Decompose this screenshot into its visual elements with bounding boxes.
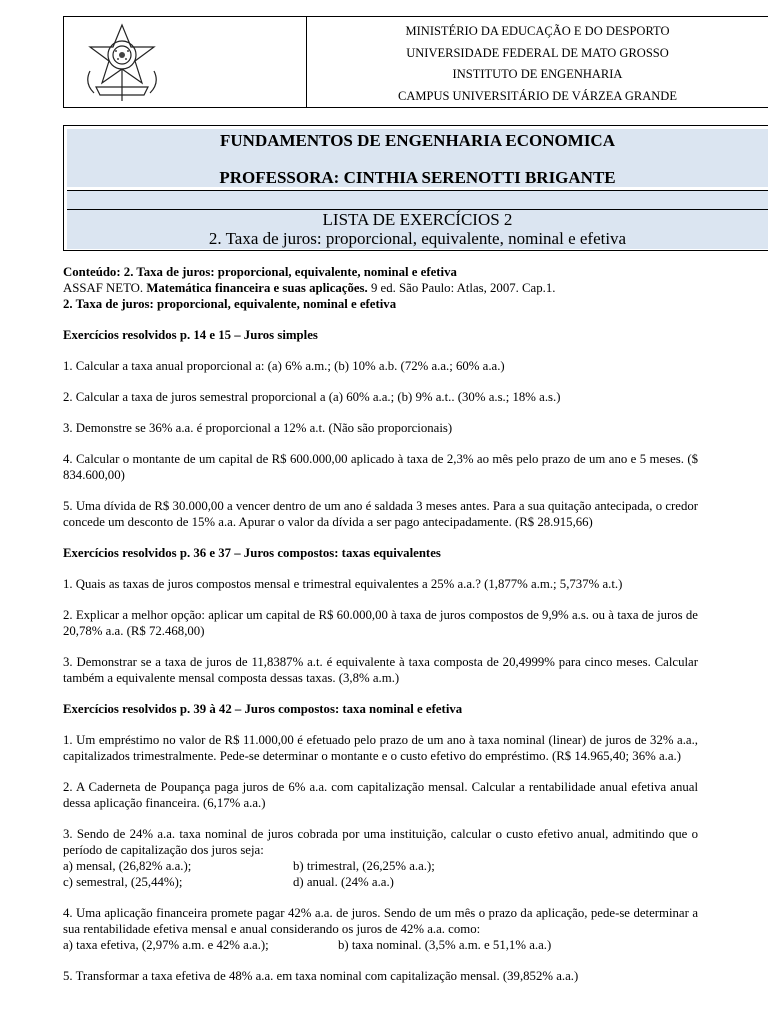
option-b: b) taxa nominal. (3,5% a.m. e 51,1% a.a.) [338, 938, 552, 952]
reference-line [63, 280, 698, 296]
list-title: LISTA DE EXERCÍCIOS 2 [322, 210, 513, 229]
institution-lines [306, 17, 768, 111]
separator-band [67, 190, 768, 210]
reference-rest: 9 ed. São Paulo: Atlas, 2007. Cap.1. [367, 281, 556, 295]
chapter-line: 2. Taxa de juros: proporcional, equivalente, nominal e efetiva [63, 297, 397, 311]
exercise-item: 1. Quais as taxas de juros compostos mensal e trimestral equivalentes a 25% a.a.? (1,877% a.m.; 5,737% a.t.) [63, 577, 623, 591]
reference-author: ASSAF NETO. [63, 281, 147, 295]
brazil-coat-of-arms-icon [76, 21, 168, 105]
exercise-item: 1. Calcular a taxa anual proporcional a: (a) 6% a.m.; (b) 10% a.b. (72% a.a.; 60% a.a.) [63, 359, 505, 373]
exercise-item: 2. Explicar a melhor opção: aplicar um capital de R$ 60.000,00 à taxa de juros compostos de 9,9% a.s. ou à taxa de juros de 20,78% a.a. (R$ 72.468,00) [63, 608, 698, 638]
exercise-item: 4. Uma aplicação financeira promete pagar 42% a.a. de juros. Sendo de um mês o prazo da aplicação, pede-se determinar a sua rentabilidade efetiva mensal e anual considerando os juros de 42% a.a. como: [63, 906, 698, 936]
options-row [63, 858, 698, 874]
course-title-box [63, 125, 768, 251]
university-line: UNIVERSIDADE FEDERAL DE MATO GROSSO [406, 45, 669, 60]
options-row [63, 937, 698, 953]
document-body [63, 264, 698, 984]
exercise-item: 4. Calcular o montante de um capital de R$ 600.000,00 aplicado à taxa de 2,3% ao mês pelo prazo de um ano e 5 meses. ($ 834.600,00) [63, 452, 698, 482]
ministry-line: MINISTÉRIO DA EDUCAÇÃO E DO DESPORTO [405, 24, 670, 38]
professor-name: PROFESSORA: CINTHIA SERENOTTI BRIGANTE [219, 168, 616, 187]
option-b: b) trimestral, (26,25% a.a.); [293, 859, 435, 873]
exercise-item: 2. A Caderneta de Poupança paga juros de 6% a.a. com capitalização mensal. Calcular a rentabilidade anual efetiva anual dessa aplicação financeira. (6,17% a.a.) [63, 780, 698, 810]
exercise-item: 2. Calcular a taxa de juros semestral proporcional a (a) 60% a.a.; (b) 9% a.t.. (30% a.s.; 18% a.s.) [63, 390, 561, 404]
section2-heading: Exercícios resolvidos p. 36 e 37 – Juros compostos: taxas equivalentes [63, 546, 441, 560]
campus-line: CAMPUS UNIVERSITÁRIO DE VÁRZEA GRANDE [398, 88, 677, 103]
section3-heading: Exercícios resolvidos p. 39 à 42 – Juros compostos: taxa nominal e efetiva [63, 702, 463, 716]
course-band [67, 129, 768, 187]
exercise-item: 3. Demonstrar se a taxa de juros de 11,8387% a.t. é equivalente à taxa composta de 20,4999% para cinco meses. Calcular também a equivalente mensal composta dessas taxas. (3,8% a.m.) [63, 655, 698, 685]
exercise-item: 1. Um empréstimo no valor de R$ 11.000,00 é efetuado pelo prazo de um ano à taxa nominal (linear) de juros de 32% a.a., capitalizados trimestralmente. Pede-se determinar o montante e o custo efetivo do empréstimo. (R$ 14.965,40; 36% a.a.) [63, 733, 698, 763]
institution-header [63, 16, 768, 108]
list-band [67, 210, 768, 249]
exercise-item: 5. Transformar a taxa efetiva de 48% a.a. em taxa nominal com capitalização mensal. (39,852% a.a.) [63, 969, 579, 983]
institute-line: INSTITUTO DE ENGENHARIA [452, 67, 623, 81]
option-d: d) anual. (24% a.a.) [293, 875, 394, 889]
option-a: a) mensal, (26,82% a.a.); [63, 859, 192, 873]
reference-title: Matemática financeira e suas aplicações. [146, 281, 368, 295]
course-title: FUNDAMENTOS DE ENGENHARIA ECONOMICA [220, 131, 615, 150]
exercise-item: 5. Uma dívida de R$ 30.000,00 a vencer dentro de um ano é saldada 3 meses antes. Para a sua quitação antecipada, o credor concede um desconto de 15% a.a. Apurar o valor da dívida a ser pago antecipadamente. (R$ 28.915,66) [63, 499, 698, 529]
exercise-item: 3. Sendo de 24% a.a. taxa nominal de juros cobrada por uma instituição, calcular o custo efetivo anual, admitindo que o período de capitalização dos juros seja: [63, 827, 698, 857]
list-topic: 2. Taxa de juros: proporcional, equivalente, nominal e efetiva [208, 229, 627, 248]
section1-heading: Exercícios resolvidos p. 14 e 15 – Juros simples [63, 328, 318, 342]
option-c: c) semestral, (25,44%); [63, 875, 183, 889]
exercise-item: 3. Demonstre se 36% a.a. é proporcional a 12% a.t. (Não são proporcionais) [63, 421, 453, 435]
option-a: a) taxa efetiva, (2,97% a.m. e 42% a.a.); [63, 938, 269, 952]
content-line: Conteúdo: 2. Taxa de juros: proporcional, equivalente, nominal e efetiva [63, 265, 457, 279]
options-row [63, 874, 698, 890]
seal-cell [64, 17, 307, 107]
